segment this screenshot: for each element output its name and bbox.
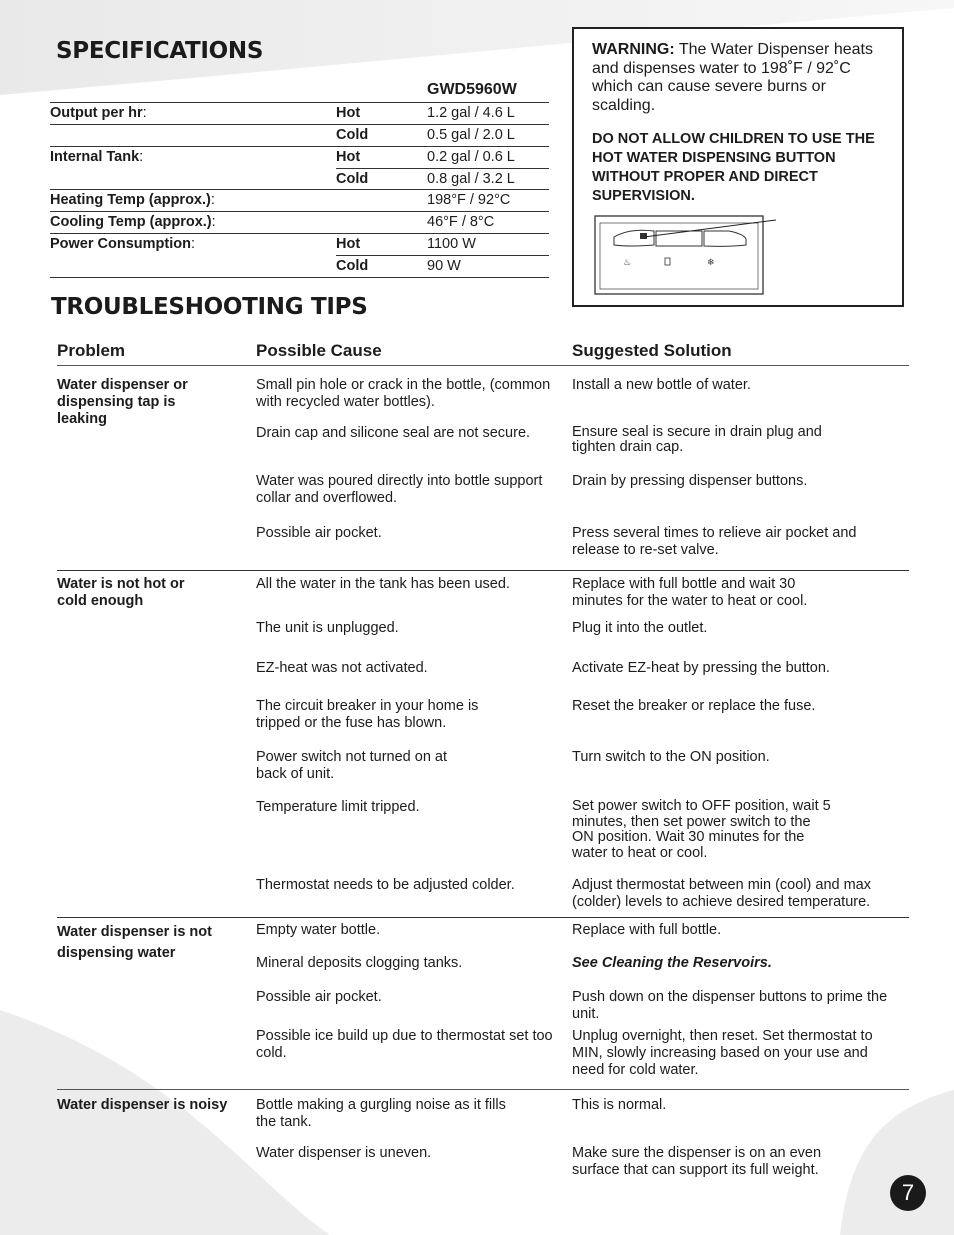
specifications-heading: SPECIFICATIONS <box>56 38 264 64</box>
warning-label: WARNING: <box>592 41 675 58</box>
solution-text: See Cleaning the Reservoirs. <box>572 955 772 971</box>
troubleshooting-heading: TROUBLESHOOTING TIPS <box>51 294 368 320</box>
spec-sub: Cold <box>336 258 369 274</box>
spec-value: 0.8 gal / 3.2 L <box>427 171 515 187</box>
spec-value: 0.2 gal / 0.6 L <box>427 149 515 165</box>
dispenser-panel-illustration <box>594 215 776 297</box>
column-header-problem: Problem <box>57 341 126 360</box>
spec-rule <box>50 233 549 234</box>
solution-text: Install a new bottle of water. <box>572 377 751 393</box>
warning-caps: DO NOT ALLOW CHILDREN TO USE THE HOT WATER DISPENSING BUTTON WITHOUT PROPER AND DIRECT SUPERVISION. <box>592 131 875 204</box>
spec-rule <box>50 189 549 190</box>
spec-sub: Cold <box>336 171 369 187</box>
cause-text: Bottle making a gurgling noise as it fills the tank. <box>256 1097 506 1130</box>
spec-rule <box>336 255 549 256</box>
cause-text: Possible air pocket. <box>256 989 382 1005</box>
solution-text: Ensure seal is secure in drain plug and tighten drain cap. <box>572 424 822 455</box>
cause-text: The circuit breaker in your home is tripped or the fuse has blown. <box>256 698 479 731</box>
problem-noisy: Water dispenser is noisy <box>57 1097 228 1113</box>
solution-text: This is normal. <box>572 1097 667 1113</box>
spec-rule <box>50 102 549 103</box>
problem-temperature: Water is not hot or cold enough <box>57 576 185 609</box>
spec-label: Output per hr: <box>50 105 147 121</box>
solution-text: Unplug overnight, then reset. Set thermostat to MIN, slowly increasing based on your use and need for cold water. <box>572 1028 873 1078</box>
solution-text: Plug it into the outlet. <box>572 620 708 636</box>
solution-text: Set power switch to OFF position, wait 5 minutes, then set power switch to the ON position. Wait 30 minutes for the water to heat or cool. <box>572 798 831 861</box>
cause-text: The unit is unplugged. <box>256 620 399 636</box>
solution-text: Reset the breaker or replace the fuse. <box>572 698 816 714</box>
cause-text: Mineral deposits clogging tanks. <box>256 955 463 971</box>
spec-value: 1100 W <box>427 236 476 252</box>
spec-label: Internal Tank: <box>50 149 144 165</box>
solution-text: Press several times to relieve air pocket and release to re-set valve. <box>572 525 857 558</box>
spec-value: 1.2 gal / 4.6 L <box>427 105 515 121</box>
solution-text: Replace with full bottle and wait 30 minutes for the water to heat or cool. <box>572 576 808 609</box>
cause-text: Power switch not turned on at back of unit. <box>256 749 448 782</box>
cause-text: Drain cap and silicone seal are not secure. <box>256 425 531 441</box>
problem-leaking: Water dispenser or dispensing tap is leaking <box>57 377 188 427</box>
warning-box <box>572 27 904 307</box>
cause-text: Water dispenser is uneven. <box>256 1145 432 1161</box>
cause-text: All the water in the tank has been used. <box>256 576 510 592</box>
cause-text: Thermostat needs to be adjusted colder. <box>256 877 515 893</box>
column-header-solution: Suggested Solution <box>572 341 732 360</box>
spec-value: 90 W <box>427 258 461 274</box>
model-number: GWD5960W <box>427 81 517 98</box>
spec-label: Heating Temp (approx.): <box>50 192 215 208</box>
problem-not-dispensing: Water dispenser is not dispensing water <box>57 924 212 961</box>
spec-label: Power Consumption: <box>50 236 196 252</box>
spec-rule <box>50 277 549 278</box>
section-rule <box>57 570 909 571</box>
cause-text: Empty water bottle. <box>256 922 381 938</box>
cause-text: Possible ice build up due to thermostat set too cold. <box>256 1028 553 1061</box>
svg-text:♨: ♨ <box>623 258 632 268</box>
spec-sub: Hot <box>336 105 361 121</box>
spec-value: 198°F / 92°C <box>427 192 511 208</box>
solution-text: Push down on the dispenser buttons to prime the unit. <box>572 989 888 1022</box>
warning-message: WARNING: The Water Dispenser heats and dispenses water to 198˚F / 92˚C which can cause severe burns or scalding. <box>592 41 873 114</box>
cause-text: Small pin hole or crack in the bottle, (common with recycled water bottles). <box>256 377 551 410</box>
spec-rule <box>50 211 549 212</box>
spec-rule <box>336 168 549 169</box>
spec-label: Cooling Temp (approx.): <box>50 214 216 230</box>
solution-text: Turn switch to the ON position. <box>572 749 770 765</box>
spec-value: 46°F / 8°C <box>427 214 495 230</box>
solution-text: Activate EZ-heat by pressing the button. <box>572 660 830 676</box>
solution-text: Make sure the dispenser is on an even surface that can support its full weight. <box>572 1145 822 1178</box>
cause-text: Temperature limit tripped. <box>256 799 420 815</box>
cause-text: Possible air pocket. <box>256 525 382 541</box>
cause-text: Water was poured directly into bottle support collar and overflowed. <box>256 473 543 506</box>
solution-text: Replace with full bottle. <box>572 922 722 938</box>
spec-sub: Hot <box>336 236 361 252</box>
spec-rule <box>50 146 549 147</box>
svg-text:❄: ❄ <box>707 258 715 268</box>
page-number: 7 <box>890 1175 926 1211</box>
spec-value: 0.5 gal / 2.0 L <box>427 127 515 143</box>
solution-text: Adjust thermostat between min (cool) and max (colder) levels to achieve desired temperature. <box>572 877 871 910</box>
solution-text: Drain by pressing dispenser buttons. <box>572 473 808 489</box>
column-header-cause: Possible Cause <box>256 341 382 360</box>
spec-sub: Hot <box>336 149 361 165</box>
section-rule <box>57 917 909 918</box>
spec-rule <box>50 124 549 125</box>
header-rule <box>57 365 909 366</box>
spec-sub: Cold <box>336 127 369 143</box>
cause-text: EZ-heat was not activated. <box>256 660 428 676</box>
section-rule <box>57 1089 909 1090</box>
